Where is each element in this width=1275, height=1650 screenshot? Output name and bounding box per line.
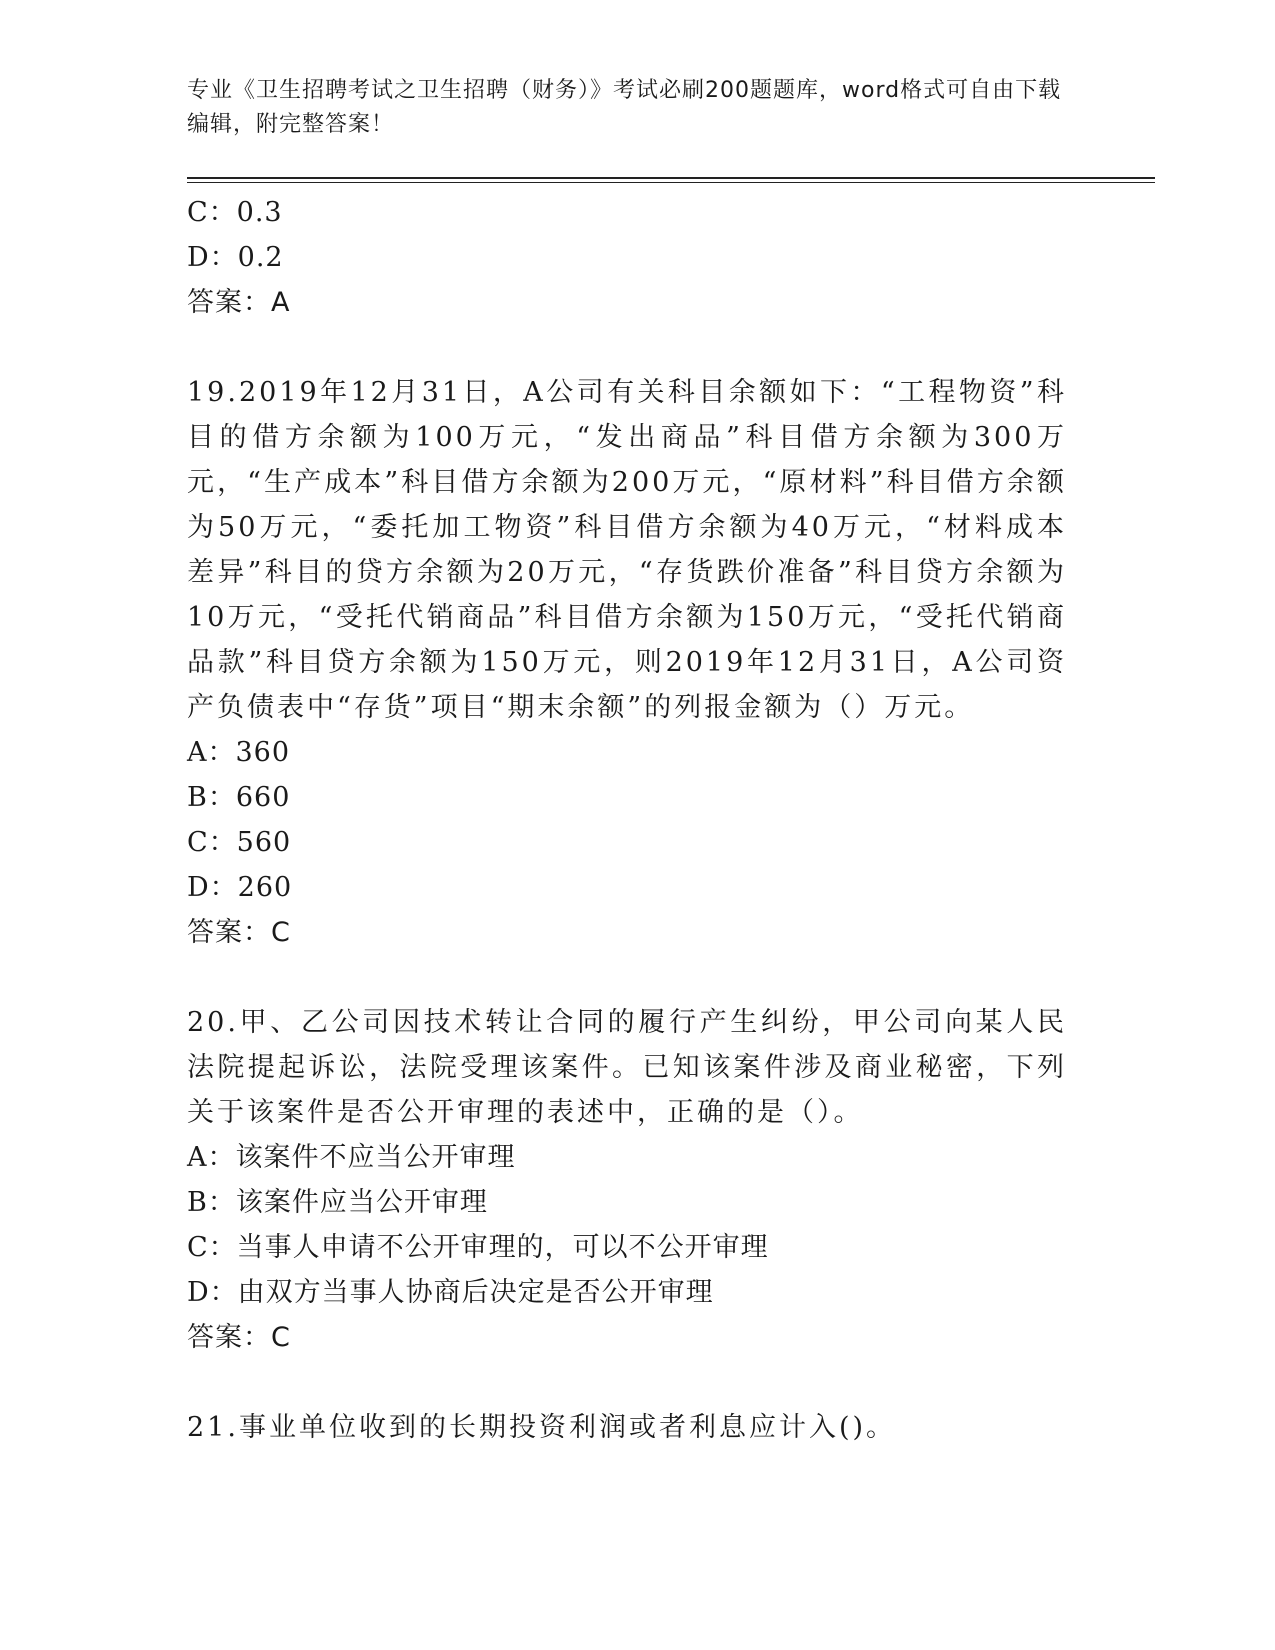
page-header: 专业《卫生招聘考试之卫生招聘（财务）》考试必刷200题题库，word格式可自由下载编辑，附完整答案！: [187, 78, 1062, 137]
header-divider-thin: [187, 182, 1155, 183]
q18-answer: 答案：A: [187, 287, 291, 318]
q18-option-d: D：0.2: [187, 242, 284, 273]
spacer: [187, 955, 1087, 1000]
q18-option-c: C：0.3: [187, 197, 283, 228]
q20-option-a: A：该案件不应当公开审理: [187, 1142, 516, 1173]
q19-option-b: B：660: [187, 782, 291, 813]
q19-answer: 答案：C: [187, 917, 291, 948]
q20-answer: 答案：C: [187, 1322, 291, 1353]
q20-option-d: D：由双方当事人协商后决定是否公开审理: [187, 1277, 714, 1308]
q20-option-b: B：该案件应当公开审理: [187, 1187, 488, 1218]
q20-text: 20.甲、乙公司因技术转让合同的履行产生纠纷，甲公司向某人民法院提起诉讼，法院受理该案件。已知该案件涉及商业秘密，下列关于该案件是否公开审理的表述中，正确的是（）。: [187, 1007, 1067, 1128]
spacer: [187, 325, 1087, 370]
q19-text: 19.2019年12月31日，A公司有关科目余额如下：“工程物资”科目的借方余额为100万元，“发出商品”科目借方余额为300万元，“生产成本”科目借方余额为200万元，“原材料”科目借方余额为50万元，“委托加工物资”科目借方余额为40万元，“材料成本差异”科目的贷方余额为20万元，“存货跌价准备”科目贷方余额为10万元，“受托代销商品”科目借方余额为150万元，“受托代销商品款”科目贷方余额为150万元，则2019年12月31日，A公司资产负债表中“存货”项目“期末余额”的列报金额为（）万元。: [187, 377, 1067, 723]
q19-option-d: D：260: [187, 872, 293, 903]
header-divider: [187, 177, 1155, 179]
q19-option-a: A：360: [187, 737, 291, 768]
question-content: [187, 190, 1087, 1450]
q21-text: 21.事业单位收到的长期投资利润或者利息应计入()。: [187, 1412, 897, 1443]
spacer: [187, 1360, 1087, 1405]
q19-option-c: C：560: [187, 827, 292, 858]
q20-option-c: C：当事人申请不公开审理的，可以不公开审理: [187, 1232, 769, 1263]
